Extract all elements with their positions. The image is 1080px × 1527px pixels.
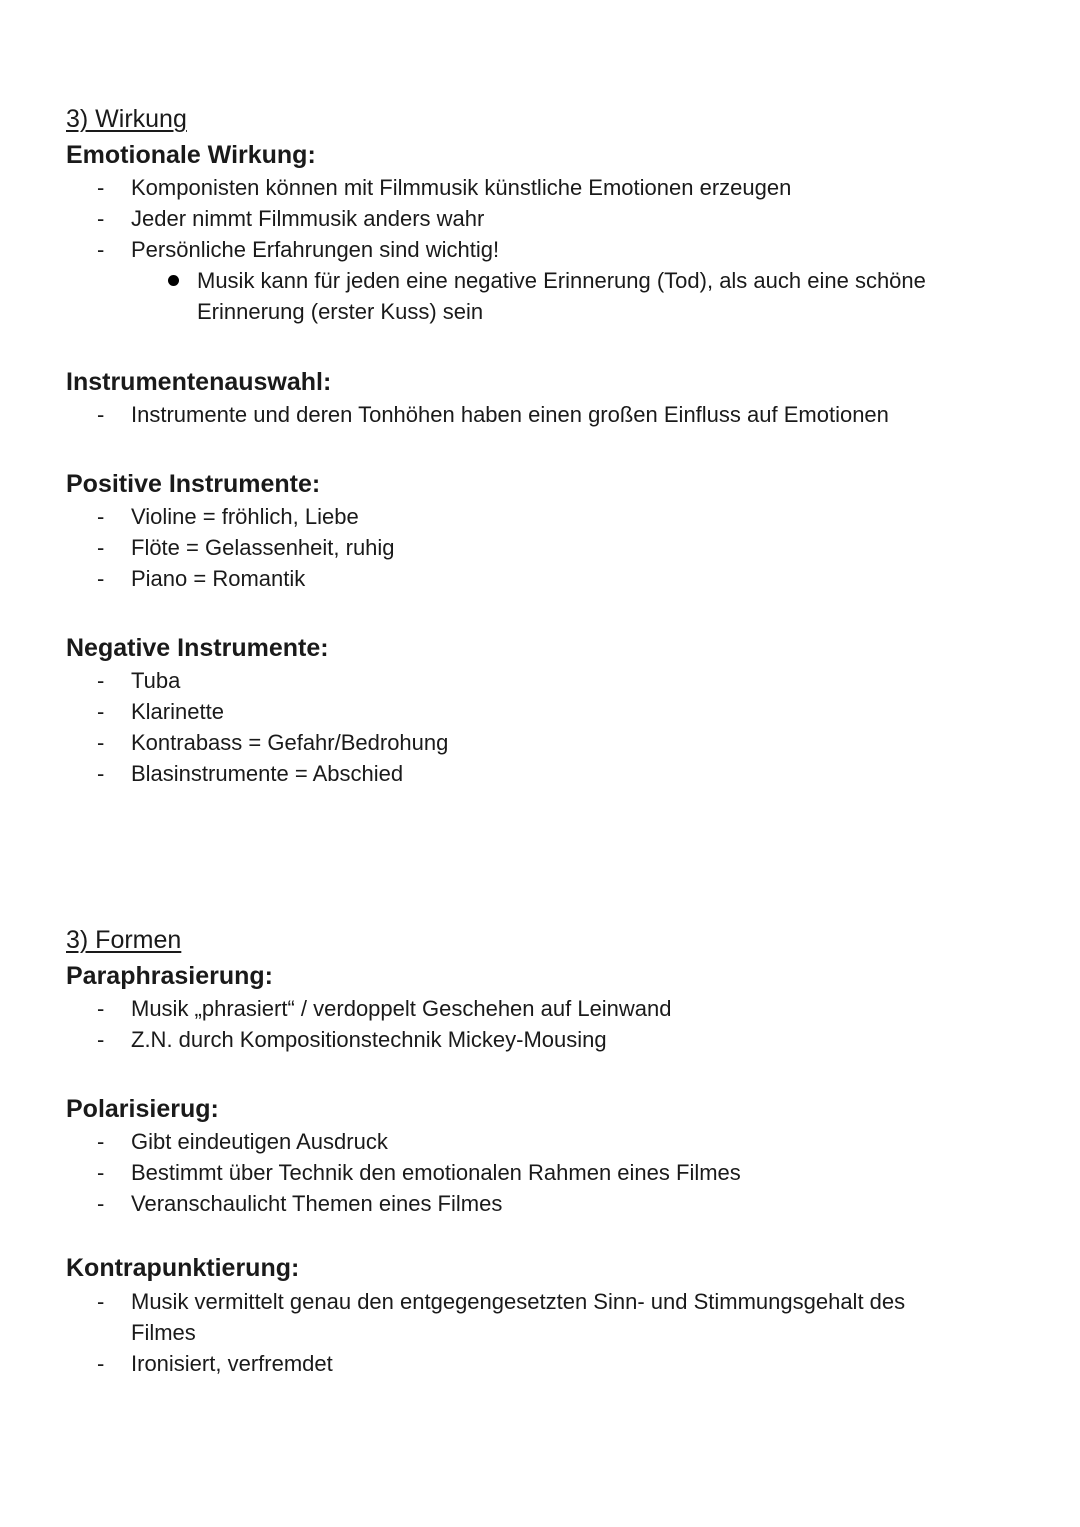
list-item-text: Ironisiert, verfremdet (131, 1351, 333, 1376)
dash-marker: - (97, 237, 105, 262)
list-item-text: Jeder nimmt Filmmusik anders wahr (131, 206, 485, 231)
list-item-text: Komponisten können mit Filmmusik künstliche Emotionen erzeugen (131, 175, 792, 200)
dash-marker: - (97, 566, 105, 591)
dash-marker: - (97, 1027, 105, 1052)
list-positive-instrumente (0, 501, 971, 594)
list-item-text: Musik vermittelt genau den entgegengesetzten Sinn- und Stimmungsgehalt des Filmes (131, 1289, 906, 1345)
list-item-text: Musik „phrasiert“ / verdoppelt Geschehen auf Leinwand (131, 996, 672, 1021)
list-item-text: Tuba (131, 668, 181, 693)
list-item (0, 234, 971, 265)
list-item (0, 696, 971, 727)
heading-positive-instrumente: Positive Instrumente: (66, 470, 321, 498)
list-item-text: Piano = Romantik (131, 566, 306, 591)
dash-marker: - (97, 668, 105, 693)
list-item-text: Instrumente und deren Tonhöhen haben einen großen Einfluss auf Emotionen (131, 402, 889, 427)
list-item (0, 563, 971, 594)
list-item (0, 727, 971, 758)
list-item (0, 203, 971, 234)
list-kontrapunktierung (0, 1286, 971, 1379)
list-negative-instrumente (0, 665, 971, 789)
dash-marker: - (97, 175, 105, 200)
heading-polarisierung: Polarisierug: (66, 1095, 219, 1123)
list-item (0, 665, 971, 696)
list-item-text: Z.N. durch Kompositionstechnik Mickey-Mousing (131, 1027, 607, 1052)
list-polarisierung (0, 1126, 971, 1219)
dash-marker: - (97, 761, 105, 786)
list-item-text: Gibt eindeutigen Ausdruck (131, 1129, 388, 1154)
list-item-text: Klarinette (131, 699, 224, 724)
sub-list-item (0, 265, 977, 327)
sub-list-item-text: Musik kann für jeden eine negative Erinnerung (Tod), als auch eine schöne Erinnerung (erster Kuss) sein (197, 268, 926, 324)
section-title-formen: 3) Formen (66, 926, 182, 954)
list-emotionale-wirkung (0, 172, 977, 327)
dash-marker: - (97, 699, 105, 724)
list-item-text: Flöte = Gelassenheit, ruhig (131, 535, 395, 560)
list-item (0, 1286, 971, 1348)
list-item (0, 532, 971, 563)
list-item (0, 399, 971, 430)
section-title-wirkung: 3) Wirkung (66, 105, 187, 133)
dash-marker: - (97, 402, 105, 427)
list-item-text: Bestimmt über Technik den emotionalen Rahmen eines Filmes (131, 1160, 741, 1185)
list-paraphrasierung (0, 993, 971, 1055)
list-item-text: Persönliche Erfahrungen sind wichtig! (131, 237, 500, 262)
list-instrumentenauswahl (0, 399, 971, 430)
heading-negative-instrumente: Negative Instrumente: (66, 634, 329, 662)
list-item-text: Veranschaulicht Themen eines Filmes (131, 1191, 503, 1216)
list-item (0, 501, 971, 532)
list-item-text: Violine = fröhlich, Liebe (131, 504, 359, 529)
dash-marker: - (97, 206, 105, 231)
list-item (0, 1157, 971, 1188)
dash-marker: - (97, 1289, 105, 1314)
list-item-text: Blasinstrumente = Abschied (131, 761, 404, 786)
dash-marker: - (97, 1129, 105, 1154)
list-item (0, 993, 971, 1024)
dash-marker: - (97, 1351, 105, 1376)
heading-instrumentenauswahl: Instrumentenauswahl: (66, 368, 332, 396)
list-item (0, 758, 971, 789)
dash-marker: - (97, 1191, 105, 1216)
heading-kontrapunktierung: Kontrapunktierung: (66, 1254, 300, 1282)
dash-marker: - (97, 996, 105, 1021)
list-item (0, 1348, 971, 1379)
dash-marker: - (97, 1160, 105, 1185)
list-item (0, 172, 971, 203)
heading-paraphrasierung: Paraphrasierung: (66, 962, 274, 990)
list-item (0, 1126, 971, 1157)
dash-marker: - (97, 504, 105, 529)
list-item (0, 1024, 971, 1055)
heading-emotionale-wirkung: Emotionale Wirkung: (66, 141, 316, 169)
bullet-dot-icon (168, 275, 179, 286)
dash-marker: - (97, 535, 105, 560)
list-item-text: Kontrabass = Gefahr/Bedrohung (131, 730, 449, 755)
list-item (0, 1188, 971, 1219)
dash-marker: - (97, 730, 105, 755)
